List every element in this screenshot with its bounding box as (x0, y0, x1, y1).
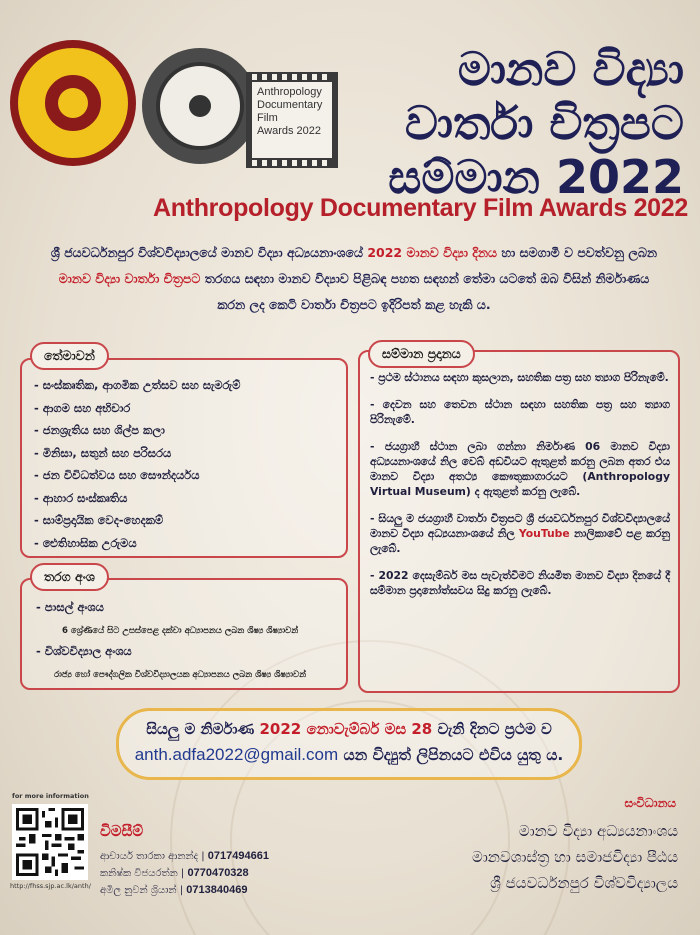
intro-text: ශ්‍රී ජයවර්ධනපුර විශ්වවිද්‍යාලයේ මානව විද්‍යා අධ්‍යයනාංශයේ (50, 245, 368, 260)
award-item: - ප්‍රථම ස්ථානය සඳහා කුසලාන, සහතික පත්‍ර සහ ත්‍යාග පිරිනැමේ. (370, 371, 669, 384)
intro-text: තරගය සඳහා මානව විද්‍යාව පිළිබඳ පහත සඳහන් තේමා යටතේ ඔබ විසින් නිර්මාණය කරන ලද කෙටි වාර්තා චිත්‍රපට ඉදිරිපත් කළ හැකි ය. (200, 271, 650, 312)
contact-phone[interactable]: 0717494661 (207, 850, 269, 862)
deadline-date: 2022 නොවැම්බර් මස 28 (259, 720, 433, 738)
intro-text: හා සමගාමී ව පවත්වනු ලබන (496, 245, 658, 260)
qr-code-icon[interactable] (12, 804, 88, 880)
category-school: - පාසල් අංශය (36, 600, 104, 614)
organizer-line: මානවශාස්ත්‍ර හා සමාජවිද්‍යා පීඨය (472, 848, 678, 866)
theme-item: - සාම්ප්‍රදායික වෙද-හෙදකම් (34, 513, 164, 527)
theme-item: - ආගම සහ අභිචාර (34, 400, 131, 415)
theme-item: - ඓතිහාසික උරුමය (34, 535, 137, 550)
categories-label: තරග අංශ (30, 563, 109, 591)
title-line: මානව විද්‍යා (457, 42, 684, 96)
inquiries-title: විමසීම් (100, 822, 144, 840)
awards-box (358, 350, 680, 693)
award-item (370, 511, 670, 556)
title-line: සම්මාන 2022 (388, 150, 684, 204)
award-item: - දෙවන සහ තෙවන ස්ථාන සඳහා සහතික පත්‍ර සහ ත්‍යාග පිරිනැමේ. (370, 398, 670, 426)
categories-box (20, 578, 348, 690)
category-school-note: 6 ශ්‍රේණියේ සිට උසස්පෙළ දක්වා අධ්‍යාපනය ලබන ශිෂ්‍ය ශිෂ්‍යාවන් (62, 626, 299, 636)
theme-item: - ජනශ්‍රැතිය සහ ශිල්ප කලා (34, 423, 165, 437)
intro-highlight: මානව විද්‍යා වාර්තා චිත්‍රපට (58, 271, 201, 286)
university-seal-logo (10, 40, 136, 166)
for-more-info-label: for more information (12, 792, 89, 800)
contact-name: කනිෂ්ක විජයරත්න (100, 868, 178, 879)
theme-item: - මිනිසා, සතුන් සහ පරිසරය (34, 445, 172, 460)
website-url[interactable]: http://fhss.sjp.ac.lk/anth/ (10, 882, 91, 890)
award-item: - 2022 දෙසැම්බර් මස පැවැත්වීමට නියමිත මානව විද්‍යා දිනයේ දී සම්මාන ප්‍රදානෝත්සවය සිදු කරනු ලැබේ. (370, 569, 670, 597)
film-logo-line: Documentary (257, 99, 323, 111)
deadline-text: යන විද්‍යුත් ලිපිනයට එවිය යුතු ය. (338, 746, 564, 764)
sinhala-title (374, 42, 684, 204)
youtube-word: YouTube (518, 527, 570, 540)
intro-highlight: 2022 මානව විද්‍යා දිනය (367, 245, 497, 260)
contact-phone[interactable]: 0713840469 (186, 884, 248, 896)
submission-email[interactable]: anth.adfa2022@gmail.com (134, 745, 339, 764)
awards-label: සම්මාන ප්‍රදානය (368, 340, 475, 368)
award-item: - ජයග්‍රාහී ස්ථාන ලබා ගන්නා නිර්මාණ 06 මානව විද්‍යා අධ්‍යයනාංශයේ නිල වෙබ් අඩවියට ඇතුළත් කරනු ලබන අතර එය මානව විද්‍යා අතථ්‍ය කෞතුකාගාරයට (Anthropology Virtual Museum) ද ඇතුළත් කරනු ලැබේ. (370, 440, 670, 498)
themes-box (20, 358, 348, 558)
contact-row: ආචාර්ය තාරකා ආනන්ද | 0717494661 (100, 850, 269, 862)
film-logo-line: Film (257, 112, 278, 124)
intro-paragraph (44, 240, 664, 318)
title-line: වාර්තා චිත්‍රපට (404, 96, 684, 150)
award-text: නාලිකාවේ පළ කරනු ලැබේ. (370, 527, 671, 555)
contact-row: අමිල නුවන් ශ්‍රියාන් | 0713840469 (100, 884, 248, 896)
contact-name: ආචාර්ය තාරකා ආනන්ද (100, 851, 199, 862)
organizers-list (472, 818, 678, 896)
category-university: - විශ්වවිද්‍යාල අංශය (36, 644, 132, 658)
contact-name: අමිල නුවන් ශ්‍රියාන් (100, 885, 177, 896)
film-logo-line: Anthropology (257, 86, 322, 98)
deadline-text: සියලු ම නිර්මාණ (146, 720, 260, 738)
organizer-line: මානව විද්‍යා අධ්‍යයනාංශය (518, 822, 678, 840)
award-text: - සියලු ම ජයග්‍රාහී වාර්තා චිත්‍රපට ශ්‍රී ජයවර්ධනපුර විශ්වවිද්‍යාලයේ මානව විද්‍යා අධ්‍යයනාංශයේ නිල (370, 512, 670, 540)
organizer-line: ශ්‍රී ජයවර්ධනපුර විශ්වවිද්‍යාලය (490, 874, 678, 892)
contacts-list (100, 848, 269, 899)
organizer-title: සංවිධානය (624, 796, 676, 810)
film-logo-line: Awards 2022 (257, 125, 322, 137)
contact-row: කනිෂ්ක විජයරත්න | 0770470328 (100, 867, 249, 879)
theme-item: - ජන විවිධත්වය සහ සෞන්දර්යය (34, 468, 200, 482)
film-strip-icon (246, 72, 338, 168)
film-awards-logo (142, 44, 338, 172)
dharma-wheel-icon (142, 48, 258, 164)
deadline-text: වැනි දිනට ප්‍රථම ව (432, 720, 552, 738)
themes-label: තේමාවන් (30, 342, 109, 370)
english-title: Anthropology Documentary Film Awards 2022 (152, 194, 688, 222)
theme-item: - සංස්කෘතික, ආගමික උත්සව සහ සැමරුම් (34, 378, 241, 392)
contact-phone[interactable]: 0770470328 (187, 867, 249, 879)
category-university-note: රාජ්‍ය හෝ පෞද්ගලික විශ්වවිද්‍යාලයක අධ්‍යාපනය ලබන ශිෂ්‍ය ශිෂ්‍යාවන් (54, 670, 307, 680)
deadline-banner (116, 708, 582, 780)
theme-item: - ආහාර සංස්කෘතිය (34, 490, 128, 505)
